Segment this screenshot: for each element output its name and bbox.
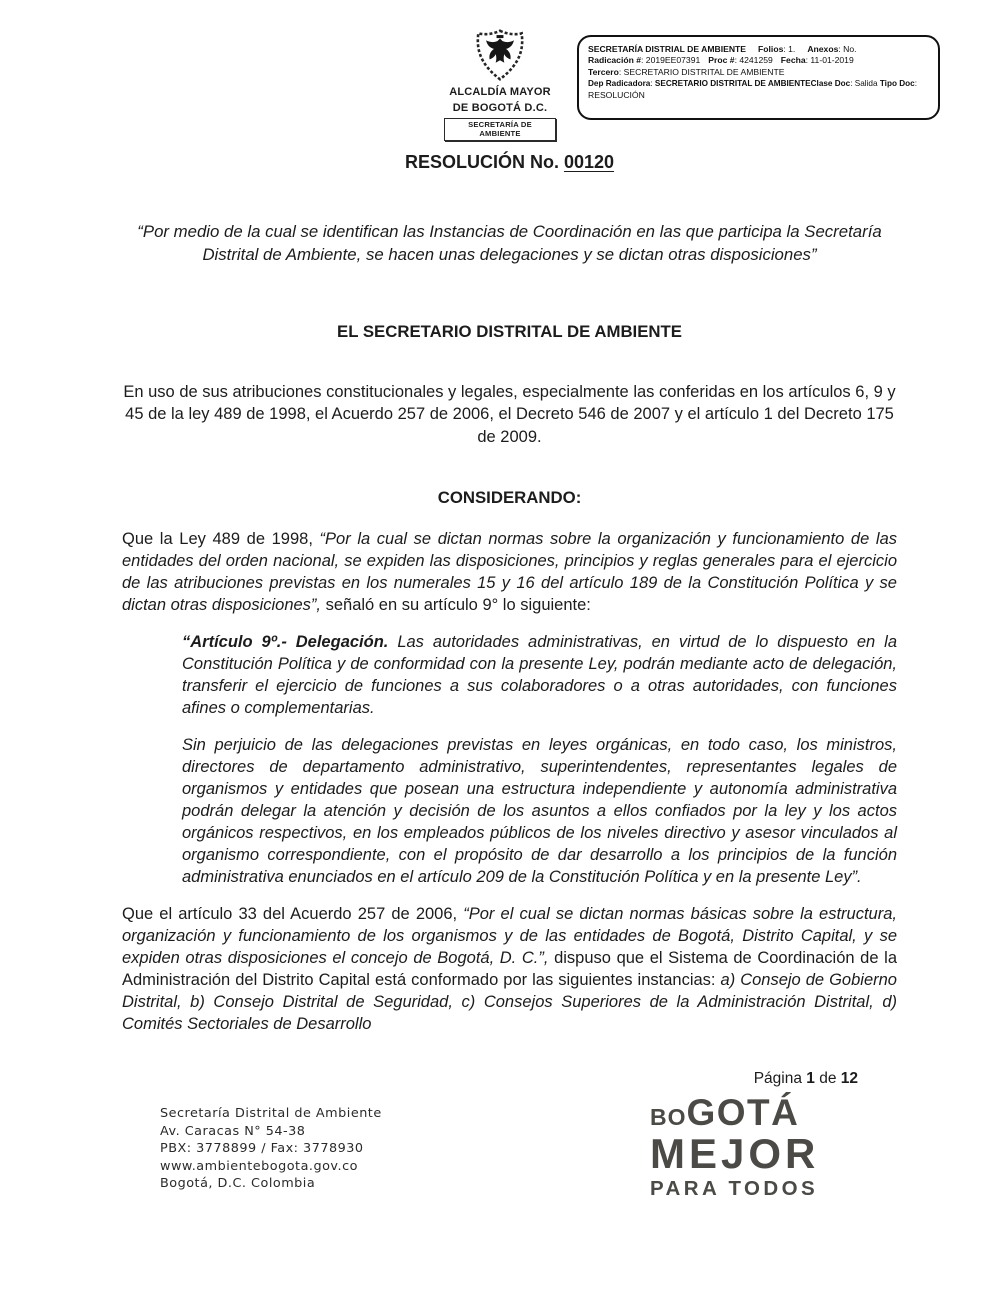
paragraph-segment: Las autoridades administrativas, en virtud de lo dispuesto en la Constitución Política y de conformidad con la presente Ley, podrán mediante acto de delegación, transferir el ejercicio de funciones a sus colaboradores o a otras autoridades, con funciones afines o complementarias. <box>182 633 897 717</box>
stamp-radicacion-value: : 2019EE07391 <box>641 55 701 66</box>
considering-heading: CONSIDERANDO: <box>437 488 582 507</box>
footer-address-line: Av. Caracas N° 54-38 <box>160 1123 306 1139</box>
stamp-tercero-value: : SECRETARIO DISTRITAL DE AMBIENTE <box>618 66 785 77</box>
considerando-paragraph <box>122 631 897 719</box>
stamp-fecha-value: : 11-01-2019 <box>805 55 854 66</box>
stamp-folios-value: : 1. <box>783 44 796 54</box>
alcaldia-crest <box>444 28 556 141</box>
stamp-line-1 <box>588 44 929 55</box>
stamp-dep-value: SECRETARIO DISTRITAL DE AMBIENTE <box>654 79 811 89</box>
radicacion-stamp <box>577 35 940 120</box>
bogota-mejor-logo-bo: BO <box>650 1104 687 1130</box>
bogota-mejor-logo-gota: GOTÁ <box>686 1092 800 1133</box>
paragraph-segment: Sin perjuicio de las delegaciones previstas en leyes orgánicas, en todo caso, los ministros, directores de departamento administrativo, superintendentes, representantes legales de organismos y entidades que posean una estructura independiente y autonomía administrativa podrán delegar la atención y decisión de los asuntos a ellos confiados por la ley y los actos orgánicos respectivos, en los empleados públicos de los niveles directivo y asesor vinculados al organismo correspondiente, con el propósito de dar desarrollo a los principios de la función administrativa enunciados en el artículo 209 de la Constitución Política y en la presente Ley”. <box>182 736 897 886</box>
stamp-folios-label: Folios <box>758 44 784 54</box>
footer-address-line: www.ambientebogota.gov.co <box>160 1158 358 1174</box>
stamp-radicacion-label: Radicación # <box>588 55 642 66</box>
bogota-coat-of-arms-icon <box>474 28 526 82</box>
stamp-line-4 <box>588 78 929 89</box>
considerando-paragraph <box>122 528 897 616</box>
resolution-subject: “Por medio de la cual se identifican las Instancias de Coordinación en las que participa la Secretaría Distrital de Ambiente, se hacen unas delegaciones y se dictan otras disposiciones” <box>137 222 882 264</box>
paragraph-segment: Que el artículo 33 del Acuerdo 257 de 2006, <box>122 905 464 923</box>
page-indicator-prefix: Página <box>753 1070 807 1087</box>
page-indicator-current: 1 <box>806 1070 815 1087</box>
considerando-paragraphs <box>122 528 897 1050</box>
considerando-paragraph <box>122 734 897 888</box>
considerando-paragraph <box>122 903 897 1035</box>
paragraph-segment: “Por el cual se dictan normas básicas sobre la estructura, organización y funcionamiento de los organismos y de las entidades de Bogotá, Distrito Capital, y se expiden otras disposiciones el concejo de Bogotá, D. C.”, <box>122 905 897 967</box>
resolution-title-prefix: RESOLUCIÓN No. <box>404 152 564 172</box>
footer-address-line: Secretaría Distrital de Ambiente <box>160 1106 382 1121</box>
footer-address-line: PBX: 3778899 / Fax: 3778930 <box>160 1141 364 1157</box>
bogota-mejor-logo-paratodos: PARA TODOS <box>650 1177 819 1200</box>
paragraph-segment: Que la Ley 489 de 1998, <box>122 530 320 548</box>
footer-address-block <box>160 1105 382 1193</box>
resolution-number: 00120 <box>563 152 615 172</box>
paragraph-segment: señaló en su artículo 9° lo siguiente: <box>321 596 591 614</box>
stamp-anexos-label: Anexos <box>807 44 839 54</box>
page-indicator <box>754 1070 858 1088</box>
attributions-paragraph: En uso de sus atribuciones constitucionales y legales, especialmente las conferidas en los artículos 6, 9 y 45 de la ley 489 de 1998, el Acuerdo 257 de 2006, el Decreto 546 de 2007 y el artículo 1 del Decreto 175 de 2009. <box>123 383 896 446</box>
paragraph-segment: “Artículo 9º.- Delegación. <box>182 633 398 651</box>
paragraph-segment: a) Consejo de Gobierno Distrital, b) Consejo Distrital de Seguridad, c) Consejos Superiores de la Administración Distrital, d) Comités Sectoriales de Desarrollo <box>122 971 897 1033</box>
issuer-heading: EL SECRETARIO DISTRITAL DE AMBIENTE <box>337 322 682 341</box>
stamp-clase-label: Clase Doc <box>810 79 851 89</box>
stamp-dep-label: Dep Radicadora <box>588 79 651 89</box>
resolution-title <box>122 152 897 173</box>
page-indicator-separator: de <box>814 1070 841 1087</box>
stamp-anexos-value: : No. <box>838 44 857 54</box>
stamp-line-2 <box>588 55 929 66</box>
stamp-tercero-label: Tercero <box>588 66 619 77</box>
footer-address-line: Bogotá, D.C. Colombia <box>160 1176 316 1192</box>
paragraph-segment: dispuso que el Sistema de Coordinación de la Administración del Distrito Capital está conformado por las siguientes instancias: <box>122 949 897 989</box>
bogota-mejor-logo-mejor: MEJOR <box>650 1130 820 1177</box>
crest-department-name: SECRETARÍA DE AMBIENTE <box>444 118 556 141</box>
stamp-line-3 <box>588 67 929 78</box>
crest-org-name-line1: ALCALDÍA MAYOR <box>449 86 551 98</box>
crest-org-name-line2: DE BOGOTÁ D.C. <box>452 102 548 115</box>
bogota-mejor-logo <box>650 1094 819 1200</box>
stamp-clase-value: : Salida <box>850 79 880 89</box>
stamp-entity: SECRETARÍA DISTRIAL DE AMBIENTE <box>588 44 747 54</box>
stamp-tipo-label: Tipo Doc <box>879 79 915 89</box>
stamp-proc-label: Proc # <box>708 55 735 66</box>
stamp-proc-value: : 4241259 <box>734 55 773 66</box>
stamp-dep-sep: : <box>650 79 655 89</box>
page-indicator-total: 12 <box>840 1070 858 1087</box>
stamp-line-5: RESOLUCIÓN <box>588 89 645 100</box>
stamp-fecha-label: Fecha <box>780 55 806 66</box>
paragraph-segment: “Por la cual se dictan normas sobre la organización y funcionamiento de las entidades del orden nacional, se expiden las disposiciones, principios y reglas generales para el ejercicio de las atribuciones previstas en los numerales 15 y 16 del artículo 189 de la Constitución Política y se dictan otras disposiciones”, <box>122 530 897 614</box>
bogota-mejor-logo-line1 <box>650 1094 819 1131</box>
stamp-tipo-value: : <box>914 79 917 89</box>
